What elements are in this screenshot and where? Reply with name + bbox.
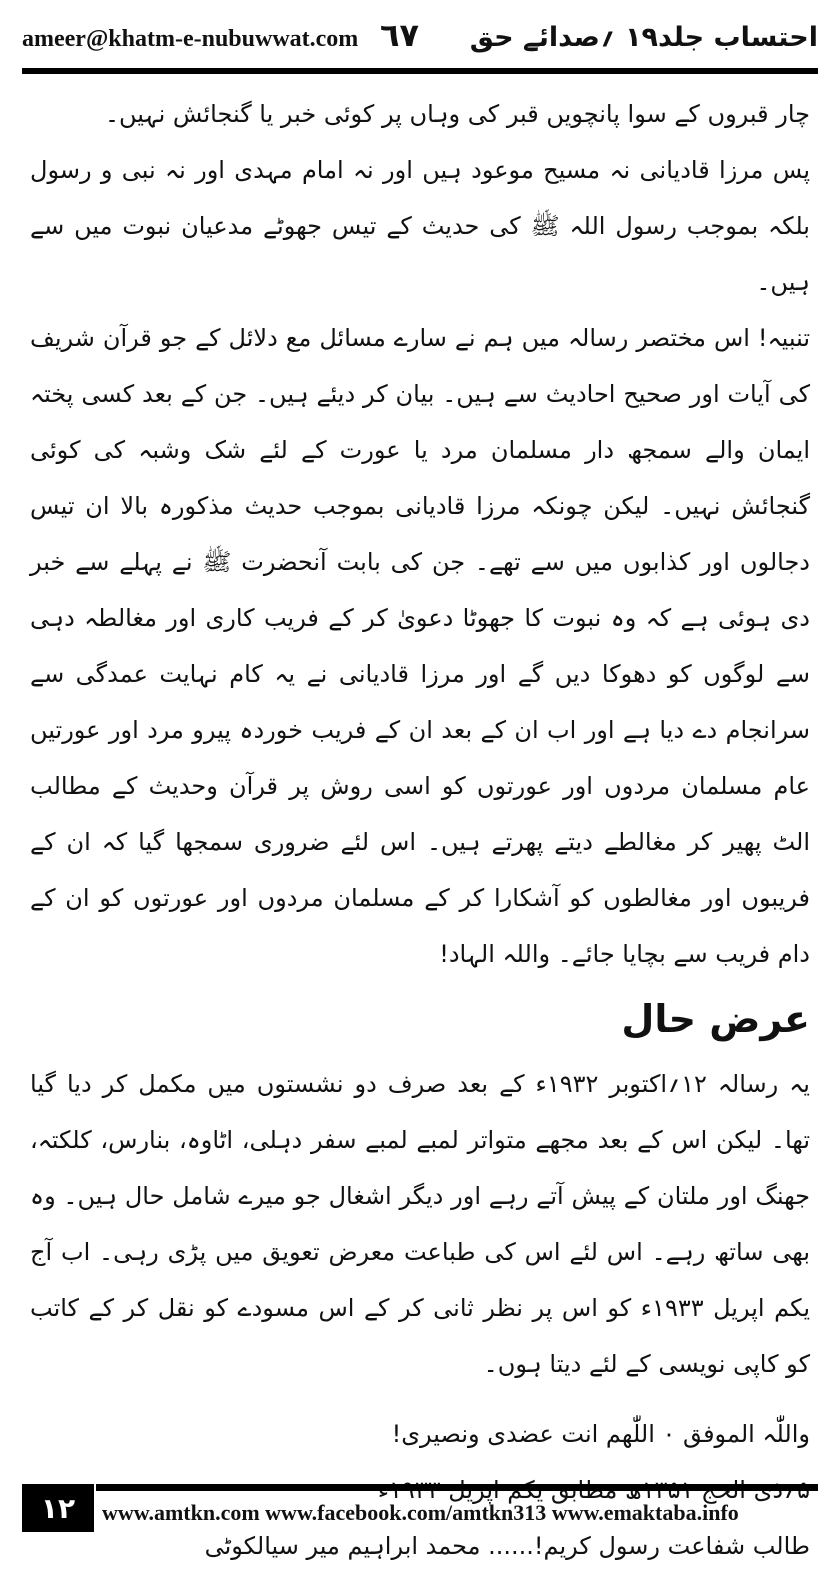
section-heading: عرض حال [621,997,810,1041]
closing-line-1: واللّٰہ الموفق ۰ اللّٰھم انت عضدی ونصیری! [391,1420,810,1448]
footer-links: www.amtkn.com www.facebook.com/amtkn313 www.emaktaba.info [102,1500,739,1525]
header-page-number: ٦٧ [380,16,420,54]
header-email: ameer@khatm-e-nubuwwat.com [22,26,359,52]
paragraph-4: یہ رسالہ ۱۲؍اکتوبر ۱۹۳۲ء کے بعد صرف دو نشستوں میں مکمل کر دیا گیا تھا۔ لیکن اس کے بعد مجھے متواتر لمبے لمبے سفر دہلی، اٹاوہ، بنارس، کلکتہ، جھنگ اور ملتان کے پیش آتے رہے اور دیگر اشغال جو میرے شامل حال ہیں۔ وہ بھی ساتھ رہے۔ اس لئے اس کی طباعت معرض تعویق میں پڑی رہی۔ اب آج یکم اپریل ۱۹۳۳ء کو اس پر نظر ثانی کر کے اس مسودے کو نقل کر کے کاتب کو کاپی نویسی کے لئے دیتا ہوں۔ [30,1070,810,1378]
footer-rule [96,1484,818,1491]
paragraph-2: پس مرزا قادیانی نہ مسیح موعود ہیں اور نہ امام مہدی اور نہ نبی و رسول بلکہ بموجب رسول اللہ ﷺ کی حدیث کے تیس جھوٹے مدعیان نبوت میں سے ہیں۔ [30,156,810,296]
paragraph-1: چار قبروں کے سوا پانچویں قبر کی وہاں پر کوئی خبر یا گنجائش نہیں۔ [104,100,810,128]
main-text [30,86,810,1574]
page-header [22,14,818,62]
header-title: احتساب جلد۱۹ ؍صدائے حق [469,22,818,53]
header-rule [22,68,818,74]
paragraph-3: تنبیہ! اس مختصر رسالہ میں ہم نے سارے مسائل مع دلائل کے جو قرآن شریف کی آیات اور صحیح احادیث سے ہیں۔ بیان کر دیئے ہیں۔ جن کے بعد کسی پختہ ایمان والے سمجھ دار مسلمان مرد یا عورت کے لئے شک وشبہ کی کوئی گنجائش نہیں۔ لیکن چونکہ مرزا قادیانی بموجب حدیث مذکورہ بالا ان تیس دجالوں اور کذابوں میں سے تھے۔ جن کی بابت آنحضرت ﷺ نے پہلے سے خبر دی ہوئی ہے کہ وہ نبوت کا جھوٹا دعویٰ کر کے فریب کاری اور مغالطہ دہی سے لوگوں کو دھوکا دیں گے اور مرزا قادیانی نے یہ کام نہایت عمدگی سے سرانجام دے دیا ہے اور اب ان کے بعد ان کے فریب خوردہ پیرو مرد اور عورتیں عام مسلمان مردوں اور عورتوں کو اسی روش پر قرآن وحدیث کے مطالب الٹ پھیر کر مغالطے دیتے پھرتے ہیں۔ اس لئے ضروری سمجھا گیا کہ ان کے فریبوں اور مغالطوں کو آشکارا کر کے مسلمان مردوں اور عورتوں کو ان کے دام فریب سے بچایا جائے۔ واللہ الہاد! [30,324,811,968]
closing-line-3: طالب شفاعت رسول کریم!...... محمد ابراہیم میر سیالکوٹی [204,1532,810,1560]
footer-page-number: ۱۲ [22,1484,94,1532]
